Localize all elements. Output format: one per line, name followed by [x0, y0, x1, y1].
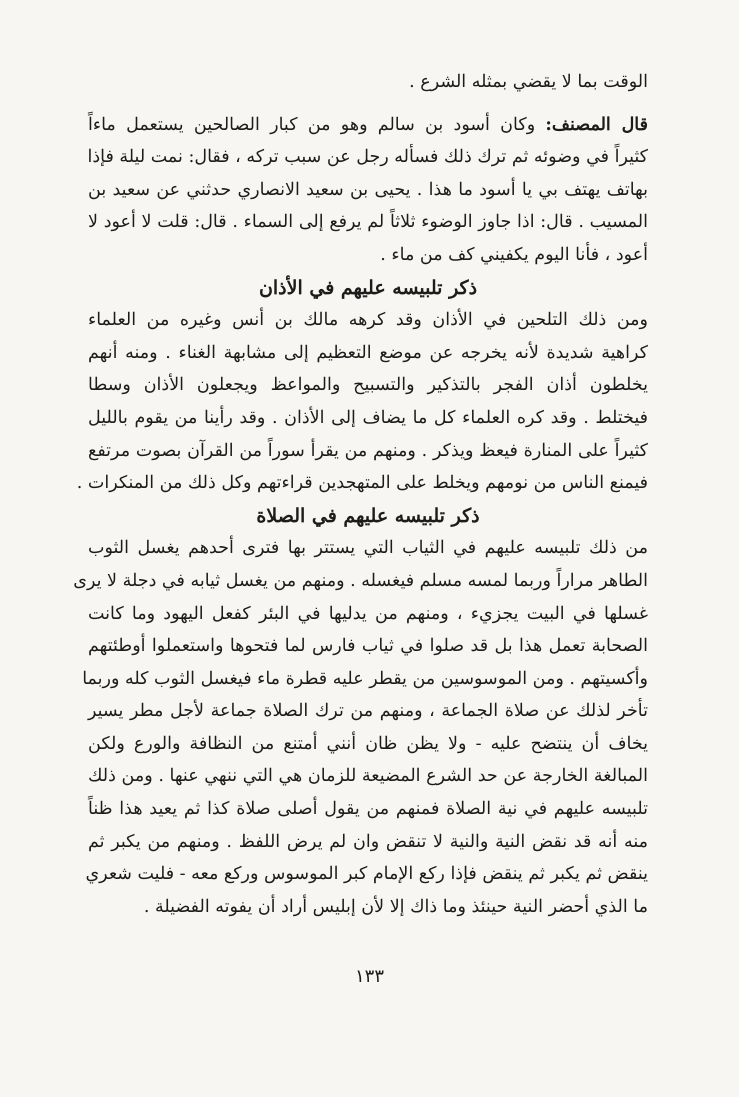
text-line: غسلها في البيت يجزيء ، ومنهم من يدليها في البئر كفعل اليهود وما كانت [88, 603, 648, 624]
author-lead: قال المصنف: [545, 114, 648, 135]
text-line: من ذلك تلبيسه عليهم في الثياب التي يستتر بها فترى أحدهم يغسل الثوب [88, 538, 648, 559]
section-body-prayer [73, 532, 648, 923]
text-line: المسيب . قال: اذا جاوز الوضوء ثلاثاً لم يرفع إلى السماء . قال: قلت لا أعود لا [88, 212, 648, 233]
text-line: الوقت بما لا يقضي بمثله الشرع . [409, 72, 648, 92]
paragraph-author [88, 109, 648, 272]
text-line: تلبيسه عليهم في نية الصلاة فمنهم من يقول أصلى صلاة كذا ثم يعيد هذا ظناً [88, 799, 648, 820]
text-line: يخلطون أذان الفجر بالتذكير والتسبيح والمواعظ ويجعلون الأذان وسطا [88, 375, 648, 396]
text-line: أعود ، فأنا اليوم يكفيني كف من ماء . [380, 244, 648, 265]
text-line: تأخر لذلك عن صلاة الجماعة ، ومنهم من ترك الصلاة جماعة لأجل مطر يسير [88, 701, 648, 722]
author-first-line-rest: وكان أسود بن سالم وهو من كبار الصالحين يستعمل ماءاً [88, 114, 546, 135]
section-heading-prayer: ذكر تلبيسه عليهم في الصلاة [256, 504, 480, 527]
text-line: الطاهر مراراً وربما لمسه مسلم فيغسله . ومنهم من يغسل ثيابه في دجلة لا يرى [73, 570, 648, 591]
text-line [88, 109, 648, 142]
section-body-adhan [76, 304, 648, 500]
text-line: وأكسيتهم . ومن الموسوسين من يقطر عليه قطرة ماء فيغسل الثوب كله وربما [82, 668, 648, 689]
text-line: كثيراً على المنارة فيعظ ويذكر . ومنهم من يقرأ سوراً من القرآن بصوت مرتفع [88, 440, 648, 461]
text-line: ينقض ثم يكبر ثم ينقض فإذا ركع الإمام كبر الموسوس وركع معه - فليت شعري [85, 864, 648, 885]
text-line: كثيراً في وضوئه ثم ترك ذلك فسأله رجل عن سبب تركه ، فقال: نمت ليلة فإذا [87, 147, 648, 168]
text-line: فيمنع الناس من نومهم ويخلط على المتهجدين قراءتهم وكل ذلك من المنكرات . [76, 473, 648, 494]
page-body [73, 66, 648, 923]
text-line: كراهية شديدة لأنه يخرجه عن موضع التعظيم إلى مشابهة الغناء . ومنه أنهم [88, 342, 648, 363]
text-line: بهاتف يهتف بي يا أسود ما هذا . يحيى بن سعيد الانصاري حدثني عن سعيد بن [88, 179, 648, 200]
text-line: المبالغة الخارجة عن حد الشرع المضيعة للزمان هي التي ننهي عنها . ومن ذلك [88, 766, 648, 787]
section-heading-adhan: ذكر تلبيسه عليهم في الأذان [258, 276, 478, 299]
text-line: منه أنه قد نقض النية والنية لا تنقض وان لم يرض اللفظ . ومنهم من يكبر ثم [88, 831, 648, 852]
page-number: ١٣٣ [354, 966, 384, 987]
paragraph-intro [88, 66, 648, 99]
text-line: يخاف أن ينتضح عليه - ولا يظن ظان أنني أمتنع من النظافة والورع ولكن [88, 733, 648, 754]
text-line: ومن ذلك التلحين في الأذان وقد كرهه مالك بن أنس وغيره من العلماء [88, 310, 648, 331]
text-line: فيختلط . وقد كره العلماء كل ما يضاف إلى الأذان . وقد رأينا من يقوم بالليل [88, 407, 648, 428]
text-line: ما الذي أحضر النية حينئذ وما ذاك إلا لأن إبليس أراد أن يفوته الفضيلة . [143, 896, 648, 917]
text-line: الصحابة تعمل هذا بل قد صلوا في ثياب فارس لما فتحوها واستعملوا أوطئتهم [88, 636, 648, 657]
paragraph-gap [88, 99, 648, 109]
